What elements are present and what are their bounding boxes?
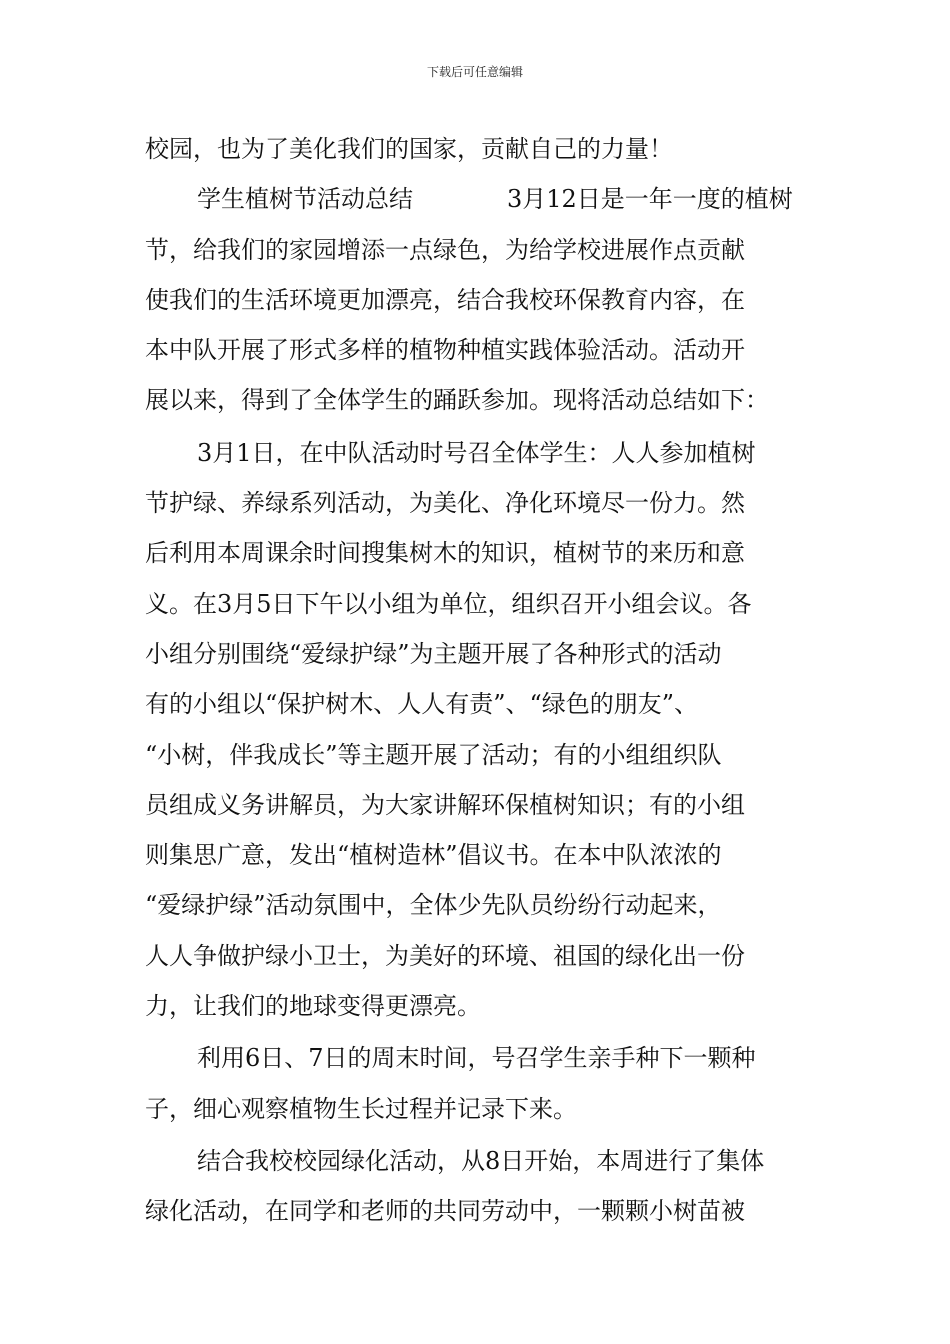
- text-line: “小树，伴我成长”等主题开展了活动；有的小组组织队: [145, 740, 722, 769]
- text-line: [145, 174, 810, 224]
- text-line: 有的小组以“保护树木、人人有责”、“绿色的朋友”、: [145, 690, 699, 719]
- paragraph-start-line: 3月1日，在中队活动时号召全体学生：人人参加植树: [197, 438, 756, 467]
- text-line: 人人争做护绿小卫士，为美好的环境、祖国的绿化出一份: [145, 941, 745, 970]
- page-header: 下载后可任意编辑: [426, 65, 523, 79]
- text-line: 绿化活动，在同学和老师的共同劳动中，一颗颗小树苗被: [145, 1197, 745, 1226]
- text-line: 小组分别围绕“爱绿护绿”为主题开展了各种形式的活动: [145, 639, 722, 668]
- text-line: 节，给我们的家园增添一点绿色，为给学校进展作点贡献: [145, 235, 745, 264]
- text-line: 校园，也为了美化我们的国家，贡献自己的力量！: [145, 135, 673, 163]
- text-fragment: 3月12日是一年一度的植树: [507, 185, 793, 214]
- text-line: 子，细心观察植物生长过程并记录下来。: [145, 1094, 577, 1123]
- document-body: [145, 124, 810, 1237]
- text-line: 展以来，得到了全体学生的踊跃参加。现将活动总结如下：: [145, 386, 769, 415]
- text-line: 义。在3月5日下午以小组为单位，组织召开小组会议。各: [145, 589, 752, 618]
- text-line: 使我们的生活环境更加漂亮，结合我校环保教育内容，在: [145, 285, 745, 314]
- paragraph-start-line: 结合我校校园绿化活动，从8日开始，本周进行了集体: [197, 1146, 765, 1175]
- text-line: “爱绿护绿”活动氛围中，全体少先队员纷纷行动起来，: [145, 891, 722, 920]
- text-line: 则集思广意，发出“植树造林”倡议书。在本中队浓浓的: [145, 841, 722, 870]
- text-line: 后利用本周课余时间搜集树木的知识，植树节的来历和意: [145, 539, 745, 568]
- text-line: 力，让我们的地球变得更漂亮。: [145, 992, 481, 1021]
- paragraph-start-line: 利用6日、7日的周末时间，号召学生亲手种下一颗种: [197, 1044, 756, 1073]
- text-line: 员组成义务讲解员，为大家讲解环保植树知识；有的小组: [145, 790, 745, 819]
- text-line: 节护绿、养绿系列活动，为美化、净化环境尽一份力。然: [145, 489, 745, 518]
- text-line: 本中队开展了形式多样的植物种植实践体验活动。活动开: [145, 336, 745, 365]
- section-title: 学生植树节活动总结: [197, 185, 413, 214]
